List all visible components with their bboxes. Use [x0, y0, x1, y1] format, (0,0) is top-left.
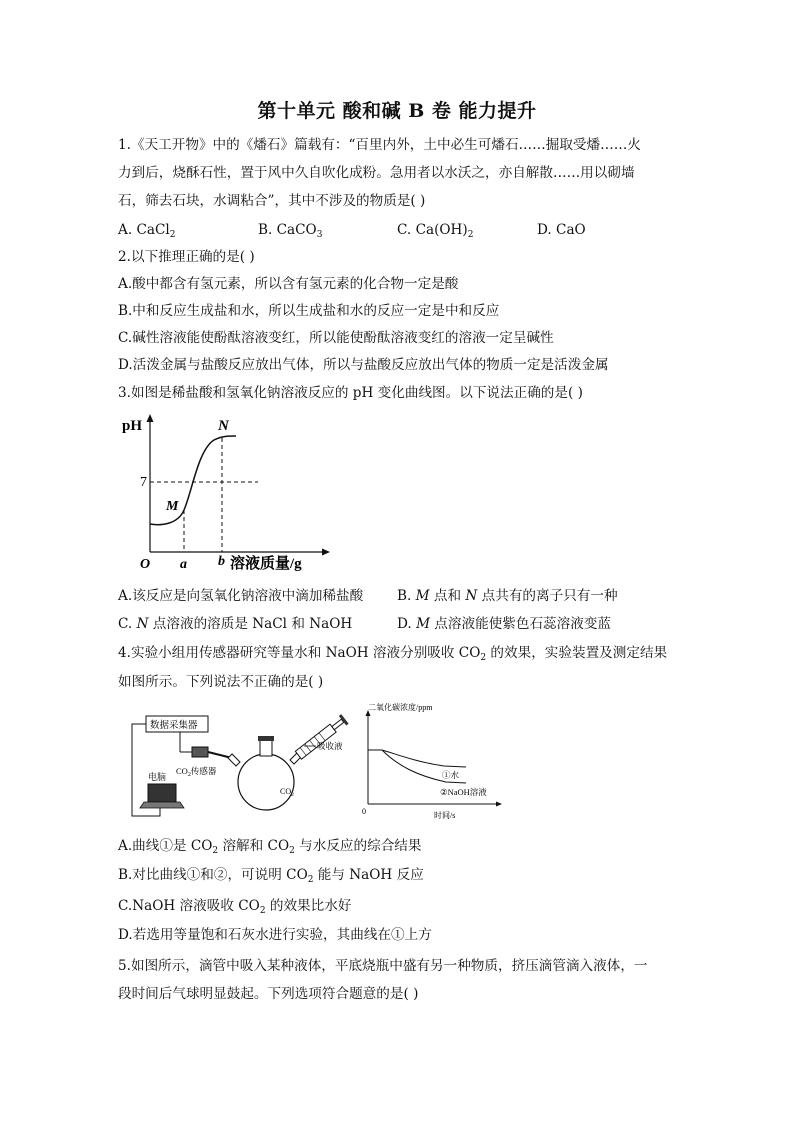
ph-curve — [150, 436, 236, 525]
q1-option-a: A. CaCl$_2$ — [118, 222, 176, 240]
co2-apparatus-figure — [128, 700, 360, 824]
q4-option-b: B.对比曲线①和②，可说明 $CO_2$ 能与 NaOH 反应 — [118, 867, 424, 885]
syringe — [295, 714, 349, 760]
graph-x-label: 溶液质量/g — [230, 556, 302, 572]
q4-option-a: A.曲线①是 $CO_2$ 溶解和 $CO_2$ 与水反应的综合结果 — [118, 838, 422, 856]
q2-stem: 2.以下推理正确的是( ) — [118, 249, 255, 265]
graph-point-n: N — [218, 418, 229, 434]
graph-tick-7: 7 — [140, 475, 147, 490]
q3-option-c: C. N 点溶液的溶质是 NaCl 和 NaOH — [118, 616, 353, 632]
graph-x-label: 时间/s — [434, 811, 456, 820]
q1-line-2: 力到后，烧酥石性，置于风中久自吹化成粉。急用者以水沃之，亦自解散……用以砌墙 — [118, 165, 635, 181]
co2-sensor-label: $CO_2$传感器 — [176, 766, 217, 778]
x-axis-arrow-icon — [496, 802, 502, 807]
graph-tick-b: b — [218, 554, 225, 569]
data-collector-label: 数据采集器 — [150, 721, 198, 731]
q4-option-c: C.NaOH 溶液吸收 $CO_2$ 的效果比水好 — [118, 898, 352, 916]
q3-option-d: D. M 点溶液能使紫色石蕊溶液变蓝 — [397, 616, 612, 632]
q2-option-d: D.活泼金属与盐酸反应放出气体，所以与盐酸反应放出气体的物质一定是活泼金属 — [118, 357, 609, 373]
q2-option-c: C.碱性溶液能使酚酞溶液变红，所以能使酚酞溶液变红的溶液一定呈碱性 — [118, 330, 554, 346]
q2-option-b: B.中和反应生成盐和水，所以生成盐和水的反应一定是中和反应 — [118, 303, 500, 319]
flask-stopper — [258, 736, 274, 741]
q4-option-d: D.若选用等量饱和石灰水进行实验，其曲线在①上方 — [118, 927, 432, 943]
graph-y-label: 二氧化碳浓度/ppm — [368, 703, 433, 712]
flask-gas-label: $CO_2$ — [280, 787, 294, 798]
graph-origin: O — [140, 557, 151, 572]
y-axis-arrow-icon — [147, 414, 154, 422]
curve-water — [368, 750, 466, 767]
graph-origin: 0 — [362, 807, 366, 816]
q1-option-b: B. CaCO$_3$ — [258, 222, 323, 240]
q3-option-b: B. M 点和 N 点共有的离子只有一种 — [397, 588, 618, 604]
graph-point-m: M — [166, 499, 179, 514]
absorbent-label: 吸收液 — [317, 741, 343, 751]
computer-label: 电脑 — [148, 772, 167, 782]
co2-concentration-figure — [362, 700, 508, 824]
q5-line-1: 5.如图所示，滴管中吸入某种液体，平底烧瓶中盛有另一种物质，挤压滴管滴入液体，一 — [118, 958, 648, 974]
q1-line-1: 1.《天工开物》中的《燔石》篇载有：“百里内外，土中必生可燔石……掘取受燔……火 — [118, 137, 641, 153]
q1-option-d: D. CaO — [537, 222, 586, 238]
q3-stem: 3.如图是稀盐酸和氢氧化钠溶液反应的 pH 变化曲线图。以下说法正确的是( ) — [118, 385, 583, 401]
ph-curve-figure — [118, 410, 348, 580]
co2-sensor — [192, 747, 208, 757]
q4-stem-line-1: 4.实验小组用传感器研究等量水和 NaOH 溶液分别吸收 $CO_2$ 的效果，实验装置及测定结果 — [118, 645, 668, 663]
x-axis-arrow-icon — [322, 549, 330, 556]
computer-monitor-icon — [148, 784, 176, 802]
round-flask — [238, 754, 294, 810]
q2-option-a: A.酸中都含有氢元素，所以含有氢元素的化合物一定是酸 — [118, 276, 459, 292]
curve-water-label: ①水 — [442, 770, 460, 780]
q5-line-2: 段时间后气球明显鼓起。下列选项符合题意的是( ) — [118, 986, 419, 1002]
q4-stem-line-2: 如图所示。下列说法不正确的是( ) — [118, 674, 324, 690]
q1-option-c: C. $Ca(OH)_2$ — [397, 222, 474, 240]
flask-neck — [260, 740, 272, 756]
page-title: 第十单元 酸和碱 B 卷 能力提升 — [257, 100, 537, 122]
computer-keyboard-icon — [140, 802, 184, 808]
graph-tick-a: a — [180, 557, 187, 572]
graph-y-label: pH — [122, 418, 143, 434]
q3-option-a: A.该反应是向氢氧化钠溶液中滴加稀盐酸 — [118, 588, 364, 604]
q1-line-3: 石，筛去石块，水调粘合”，其中不涉及的物质是( ) — [118, 193, 426, 209]
curve-naoh-label: ②NaOH溶液 — [440, 787, 487, 797]
